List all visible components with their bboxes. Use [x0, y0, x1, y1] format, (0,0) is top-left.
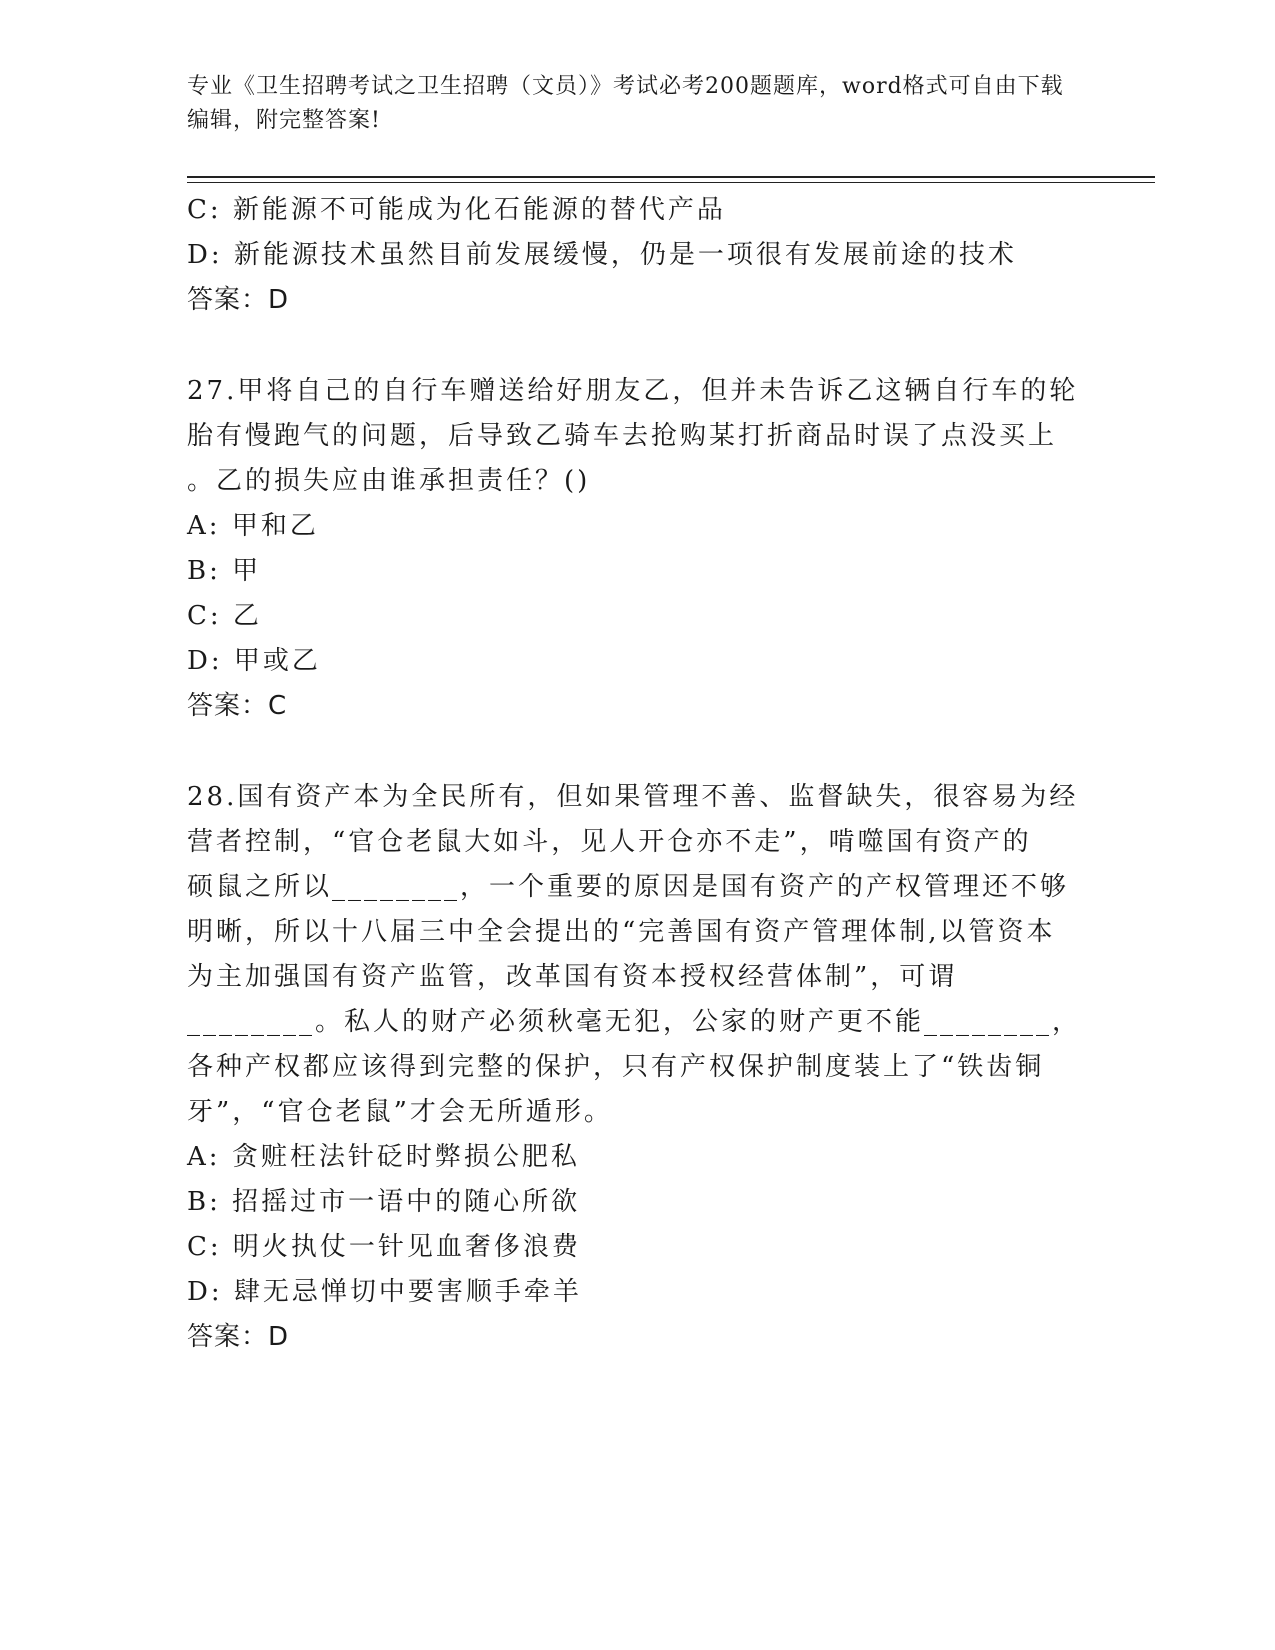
answer: 答案：C — [187, 691, 288, 721]
question-text-line: 营者控制，“官仓老鼠大如斗，见人开仓亦不走”，啃噬国有资产的 — [187, 827, 1032, 857]
option-label: C: — [187, 1232, 222, 1262]
option-c — [187, 1225, 1087, 1270]
option-text: 招摇过市一语中的随心所欲 — [232, 1187, 581, 1217]
option-text: 甲或乙 — [233, 646, 321, 676]
option-d — [187, 639, 1087, 684]
question-text-line: 。乙的损失应由谁承担责任？() — [187, 466, 591, 496]
document-content — [187, 188, 1087, 1360]
option-a — [187, 1135, 1087, 1180]
option-label: C: — [187, 195, 222, 225]
option-label: A: — [187, 1142, 221, 1172]
option-text: 新能源不可能成为化石能源的替代产品 — [232, 195, 726, 225]
document-header: 专业《卫生招聘考试之卫生招聘（文员）》考试必考200题题库，word格式可自由下载编辑，附完整答案! — [187, 74, 1064, 133]
question-text-line: 各种产权都应该得到完整的保护，只有产权保护制度装上了“铁齿铜 — [187, 1052, 1045, 1082]
option-label: D: — [187, 1277, 223, 1307]
question-text-line: 为主加强国有资产监管，改革国有资本授权经营体制”，可谓 — [187, 962, 958, 992]
spacer — [187, 729, 1087, 775]
option-label: D: — [187, 240, 223, 270]
question-text-line: 胎有慢跑气的问题，后导致乙骑车去抢购某打折商品时误了点没买上 — [187, 421, 1058, 451]
option-text: 贪赃枉法针砭时弊损公肥私 — [231, 1142, 580, 1172]
question-text-line: 明晰，所以十八届三中全会提出的“完善国有资产管理体制,以管资本 — [187, 917, 1056, 947]
option-label: C: — [187, 601, 222, 631]
option-text: 甲 — [232, 556, 262, 586]
option-text: 肆无忌惮切中要害顺手牵羊 — [233, 1277, 582, 1307]
option-d — [187, 233, 1087, 278]
answer: 答案：D — [187, 285, 290, 315]
option-a — [187, 504, 1087, 549]
option-text: 新能源技术虽然目前发展缓慢，仍是一项很有发展前途的技术 — [233, 240, 1017, 270]
question-text-line: 牙”，“官仓老鼠”才会无所遁形。 — [187, 1097, 613, 1127]
question-text-line: 27.甲将自己的自行车赠送给好朋友乙，但并未告诉乙这辆自行车的轮 — [187, 376, 1079, 406]
option-label: A: — [187, 511, 221, 541]
answer: 答案：D — [187, 1322, 290, 1352]
question-text-line: 硕鼠之所以________，一个重要的原因是国有资产的产权管理还不够 — [187, 872, 1070, 902]
option-label: D: — [187, 646, 223, 676]
option-label: B: — [187, 1187, 221, 1217]
option-c — [187, 594, 1087, 639]
question-text-line: ________。私人的财产必须秋毫无犯，公家的财产更不能________， — [187, 1007, 1082, 1037]
spacer — [187, 323, 1087, 369]
option-text: 乙 — [232, 601, 262, 631]
header-rule-thin — [187, 182, 1155, 183]
question-text-line: 28.国有资产本为全民所有，但如果管理不善、监督缺失，很容易为经 — [187, 782, 1079, 812]
option-text: 明火执仗一针见血奢侈浪费 — [232, 1232, 581, 1262]
option-label: B: — [187, 556, 221, 586]
option-b — [187, 1180, 1087, 1225]
option-c — [187, 188, 1087, 233]
option-text: 甲和乙 — [231, 511, 319, 541]
header-rule-thick — [187, 176, 1155, 178]
option-d — [187, 1270, 1087, 1315]
option-b — [187, 549, 1087, 594]
